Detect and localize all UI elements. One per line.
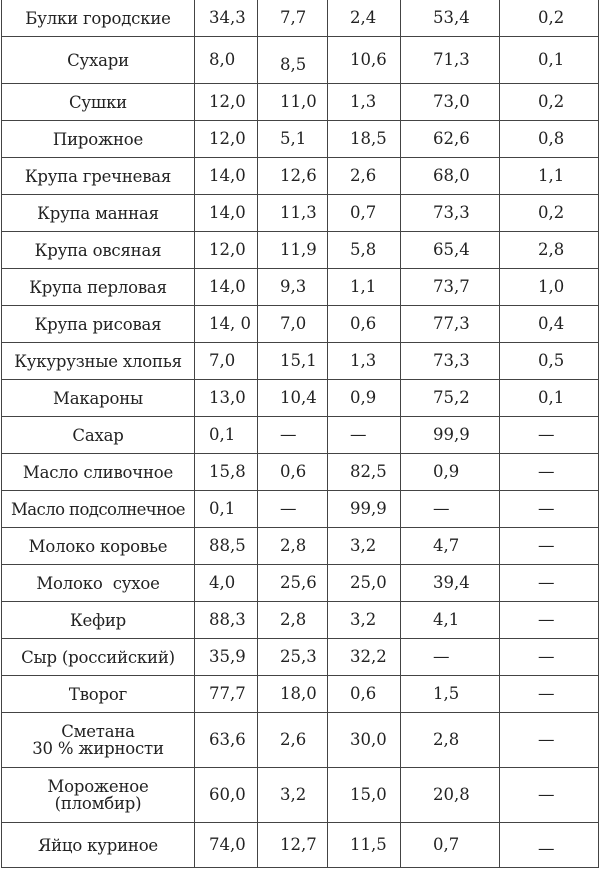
- protein-value: 25,6: [258, 565, 328, 602]
- fat-value: 15,0: [328, 768, 401, 823]
- table-row: [2, 380, 599, 417]
- fat-value: 0,6: [328, 306, 401, 343]
- table-row: [2, 417, 599, 454]
- product-name: [2, 768, 195, 823]
- nutrition-table: [1, 0, 599, 868]
- table-row: [2, 528, 599, 565]
- water-value: 0,1: [195, 417, 258, 454]
- carbohydrate-value: 99,9: [401, 417, 500, 454]
- water-value: 74,0: [195, 823, 258, 868]
- protein-value: 7,7: [258, 0, 328, 37]
- fat-value: 5,8: [328, 232, 401, 269]
- carbohydrate-value: 68,0: [401, 158, 500, 195]
- fat-value: 1,1: [328, 269, 401, 306]
- water-value: 60,0: [195, 768, 258, 823]
- protein-value: 8,5: [258, 37, 328, 84]
- table-row: [2, 195, 599, 232]
- protein-value: 25,3: [258, 639, 328, 676]
- carbohydrate-value: 73,0: [401, 84, 500, 121]
- protein-value: 2,8: [258, 528, 328, 565]
- water-value: 13,0: [195, 380, 258, 417]
- table-row: [2, 269, 599, 306]
- water-value: 12,0: [195, 232, 258, 269]
- fiber-value: —: [500, 528, 599, 565]
- product-name: Макароны: [2, 380, 195, 417]
- fat-value: 1,3: [328, 84, 401, 121]
- water-value: 77,7: [195, 676, 258, 713]
- fat-value: 30,0: [328, 713, 401, 768]
- fat-value: 99,9: [328, 491, 401, 528]
- water-value: 14, 0: [195, 306, 258, 343]
- water-value: 7,0: [195, 343, 258, 380]
- fat-value: 0,9: [328, 380, 401, 417]
- product-name: Яйцо куриное: [2, 823, 195, 868]
- fat-value: 0,7: [328, 195, 401, 232]
- product-name: Крупа манная: [2, 195, 195, 232]
- table-row: [2, 565, 599, 602]
- table-row: [2, 121, 599, 158]
- protein-value: 2,8: [258, 602, 328, 639]
- fiber-value: 1,1: [500, 158, 599, 195]
- fiber-value: —: [500, 823, 599, 868]
- fiber-value: —: [500, 676, 599, 713]
- product-name: Булки городские: [2, 0, 195, 37]
- product-name: Сахар: [2, 417, 195, 454]
- table-row: [2, 491, 599, 528]
- water-value: 14,0: [195, 195, 258, 232]
- product-name: Сухари: [2, 37, 195, 84]
- fat-value: 0,6: [328, 676, 401, 713]
- fiber-value: 0,2: [500, 0, 599, 37]
- carbohydrate-value: 62,6: [401, 121, 500, 158]
- table-row: [2, 84, 599, 121]
- fat-value: 3,2: [328, 602, 401, 639]
- carbohydrate-value: 39,4: [401, 565, 500, 602]
- protein-value: 0,6: [258, 454, 328, 491]
- fat-value: 32,2: [328, 639, 401, 676]
- carbohydrate-value: 73,3: [401, 343, 500, 380]
- fiber-value: —: [500, 768, 599, 823]
- fiber-value: 0,4: [500, 306, 599, 343]
- carbohydrate-value: 75,2: [401, 380, 500, 417]
- protein-value: 18,0: [258, 676, 328, 713]
- protein-value: 11,3: [258, 195, 328, 232]
- product-name: Сушки: [2, 84, 195, 121]
- protein-value: 9,3: [258, 269, 328, 306]
- product-name-line: Сметана: [61, 722, 135, 741]
- fiber-value: 0,5: [500, 343, 599, 380]
- product-name: Молоко коровье: [2, 528, 195, 565]
- table-row: [2, 232, 599, 269]
- water-value: 15,8: [195, 454, 258, 491]
- table-row: [2, 823, 599, 868]
- fiber-value: 0,2: [500, 195, 599, 232]
- protein-value: 12,6: [258, 158, 328, 195]
- table-row: [2, 639, 599, 676]
- product-name: Пирожное: [2, 121, 195, 158]
- water-value: 0,1: [195, 491, 258, 528]
- carbohydrate-value: 71,3: [401, 37, 500, 84]
- product-name: Крупа гречневая: [2, 158, 195, 195]
- protein-value: 10,4: [258, 380, 328, 417]
- protein-value: 11,9: [258, 232, 328, 269]
- product-name: Кукурузные хлопья: [2, 343, 195, 380]
- water-value: 63,6: [195, 713, 258, 768]
- table-row: [2, 676, 599, 713]
- water-value: 12,0: [195, 121, 258, 158]
- carbohydrate-value: —: [401, 639, 500, 676]
- protein-value: 7,0: [258, 306, 328, 343]
- carbohydrate-value: 4,1: [401, 602, 500, 639]
- water-value: 14,0: [195, 269, 258, 306]
- fiber-value: 0,2: [500, 84, 599, 121]
- product-name: Сыр (российский): [2, 639, 195, 676]
- water-value: 4,0: [195, 565, 258, 602]
- carbohydrate-value: 4,7: [401, 528, 500, 565]
- table-row: [2, 37, 599, 84]
- product-name-line: Мороженое: [47, 777, 149, 796]
- fiber-value: —: [500, 713, 599, 768]
- protein-value: 5,1: [258, 121, 328, 158]
- carbohydrate-value: 53,4: [401, 0, 500, 37]
- carbohydrate-value: 73,7: [401, 269, 500, 306]
- product-name: Молоко сухое: [2, 565, 195, 602]
- table-row: [2, 713, 599, 768]
- protein-value: —: [258, 491, 328, 528]
- table-row: [2, 306, 599, 343]
- fat-value: —: [328, 417, 401, 454]
- protein-value: 12,7: [258, 823, 328, 868]
- fat-value: 2,6: [328, 158, 401, 195]
- table-row: [2, 0, 599, 37]
- carbohydrate-value: 20,8: [401, 768, 500, 823]
- fiber-value: —: [500, 639, 599, 676]
- product-name: Крупа овсяная: [2, 232, 195, 269]
- product-name: Творог: [2, 676, 195, 713]
- water-value: 88,3: [195, 602, 258, 639]
- carbohydrate-value: —: [401, 491, 500, 528]
- water-value: 14,0: [195, 158, 258, 195]
- fat-value: 82,5: [328, 454, 401, 491]
- fiber-value: 1,0: [500, 269, 599, 306]
- product-name: Крупа рисовая: [2, 306, 195, 343]
- product-name: Крупа перловая: [2, 269, 195, 306]
- fat-value: 25,0: [328, 565, 401, 602]
- carbohydrate-value: 65,4: [401, 232, 500, 269]
- product-name-line: (пломбир): [54, 794, 142, 813]
- carbohydrate-value: 0,9: [401, 454, 500, 491]
- fat-value: 10,6: [328, 37, 401, 84]
- water-value: 12,0: [195, 84, 258, 121]
- fiber-value: 0,1: [500, 37, 599, 84]
- table-row: [2, 454, 599, 491]
- product-name: Масло подсолнечное: [2, 491, 195, 528]
- fiber-value: —: [500, 417, 599, 454]
- protein-value: 2,6: [258, 713, 328, 768]
- water-value: 88,5: [195, 528, 258, 565]
- fat-value: 1,3: [328, 343, 401, 380]
- product-name-line: 30 % жирности: [32, 739, 164, 758]
- product-name: Масло сливочное: [2, 454, 195, 491]
- carbohydrate-value: 77,3: [401, 306, 500, 343]
- fiber-value: —: [500, 602, 599, 639]
- fiber-value: —: [500, 565, 599, 602]
- product-name: [2, 713, 195, 768]
- carbohydrate-value: 0,7: [401, 823, 500, 868]
- fat-value: 3,2: [328, 528, 401, 565]
- carbohydrate-value: 73,3: [401, 195, 500, 232]
- fat-value: 18,5: [328, 121, 401, 158]
- fiber-value: 2,8: [500, 232, 599, 269]
- product-name: Кефир: [2, 602, 195, 639]
- protein-value: 3,2: [258, 768, 328, 823]
- table-row: [2, 158, 599, 195]
- water-value: 8,0: [195, 37, 258, 84]
- carbohydrate-value: 1,5: [401, 676, 500, 713]
- fiber-value: 0,8: [500, 121, 599, 158]
- protein-value: 11,0: [258, 84, 328, 121]
- protein-value: 15,1: [258, 343, 328, 380]
- table-row: [2, 768, 599, 823]
- water-value: 34,3: [195, 0, 258, 37]
- carbohydrate-value: 2,8: [401, 713, 500, 768]
- fiber-value: 0,1: [500, 380, 599, 417]
- fat-value: 11,5: [328, 823, 401, 868]
- water-value: 35,9: [195, 639, 258, 676]
- protein-value: —: [258, 417, 328, 454]
- fiber-value: —: [500, 491, 599, 528]
- table-row: [2, 343, 599, 380]
- table-row: [2, 602, 599, 639]
- fat-value: 2,4: [328, 0, 401, 37]
- fiber-value: —: [500, 454, 599, 491]
